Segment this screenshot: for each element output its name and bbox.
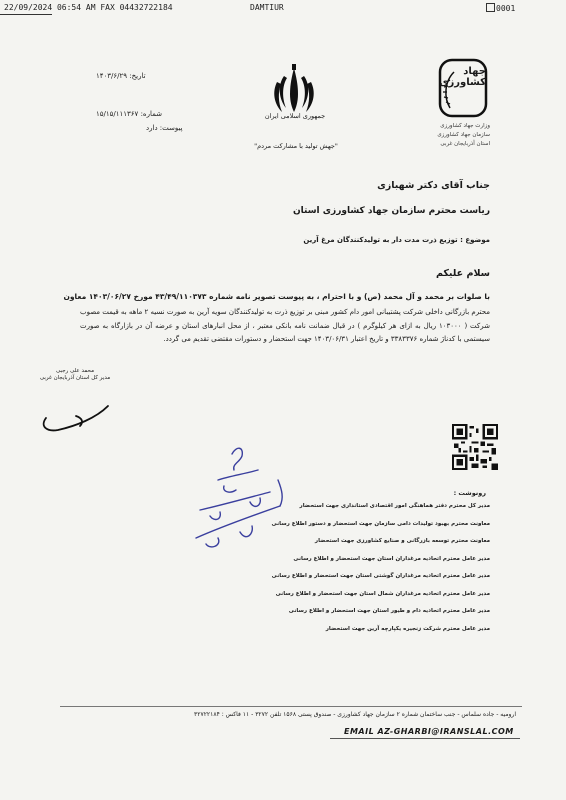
signer-block — [38, 368, 112, 382]
fax-station: DAMTIUR — [250, 3, 284, 12]
logo-sub-1: وزارت جهاد کشاورزی — [440, 123, 490, 129]
signature-icon — [36, 396, 116, 436]
cc-item: معاونت محترم توسعه بازرگانی و صنایع کشاورزی جهت استحضار — [314, 538, 490, 544]
footer-email: EMAIL AZ-GHARBI@IRANSLAL.COM — [344, 727, 514, 736]
footer-address: ارومیه - جاده سلماس - جنب ساختمان شماره ۲ سازمان جهاد کشاورزی - صندوق پستی ۱۵۶۸ تلفن ۳۲۷۲ - ۱۱ فاکس : ۳۲۷۲۲۱۸۴ — [194, 711, 516, 718]
logo-sub-2: سازمان جهاد کشاورزی — [437, 132, 490, 138]
letter-body: محترم بازرگانی داخلی شرکت پشتیبانی امور دام کشور مبنی بر توزیع ذرت به تولیدکنندگان سویه آرین به صورت نسیه ۲ ماهه به قیمت مصوب شرکت ( ۱۰۳۰۰۰ ریال به ازای هر کیلوگرم ) در قبال ضمانت نامه بانکی معتبر ، از محل انبارهای استان و عرضه آن در بازارگاه به صورت سیستمی با کدناژ شماره ۳۳۸۳۳۷۶ و تاریخ اعتبار ۱۴۰۳/۰۶/۳۱ جهت استحضار و دستورات مقتضی تقدیم می گردد. — [80, 308, 490, 344]
salawat-line: با صلوات بر محمد و آل محمد (ص) و با احترام ، به پیوست تصویر نامه شماره ۴۳/۴۹/۱۱۰۳۷۳ مورخ ۱۴۰۳/۰۶/۲۷ معاون — [63, 292, 490, 301]
qr-code-icon — [452, 424, 498, 470]
signer-title: مدیر کل استان آذربایجان غربی — [39, 375, 111, 381]
emblem-caption: جمهوری اسلامی ایران — [264, 112, 326, 120]
addressee-org: ریاست محترم سازمان جهاد کشاورزی استان — [292, 206, 490, 216]
cc-item: معاونت محترم بهبود تولیدات دامی سازمان جهت استحضار و دستور اطلاع رسانی — [271, 521, 490, 527]
signer-name: محمد علی رجبی — [55, 368, 95, 374]
footer-divider — [60, 706, 522, 707]
attachment-row — [146, 124, 183, 132]
cc-item: مدیر عامل محترم اتحادیه مرغداران شمال استان جهت استحضار و اطلاع رسانی — [275, 591, 490, 597]
addressee: جناب آقای دکتر شهبازی — [377, 180, 490, 191]
attachment-value: دارد — [146, 124, 158, 132]
logo-text: جهاد کشاورزی — [439, 66, 486, 88]
fax-page-number: 0001 — [486, 3, 515, 13]
slogan: "جهش تولید با مشارکت مردم" — [254, 142, 338, 150]
handwritten-note-icon — [170, 440, 320, 560]
jahad-logo — [430, 58, 494, 120]
cc-title: رونوشت : — [453, 489, 486, 497]
subject-line: موضوع : توزیع ذرت مدت دار به تولیدکنندگان مرغ آرین — [303, 236, 490, 244]
date-value: ۱۴۰۳/۶/۲۹ — [96, 72, 128, 80]
cc-item: مدیر عامل محترم اتحادیه دام و طیور استان جهت استحضار و اطلاع رسانی — [288, 608, 490, 614]
cc-item: مدیر عامل محترم شرکت زنجیره یکپارچه آرین جهت استحضار — [325, 626, 490, 632]
date-label: تاریخ: — [129, 72, 146, 80]
slogan-quote-icon: " — [334, 142, 338, 150]
cc-item: مدیر عامل محترم اتحادیه مرغداران گوشتی استان جهت استحضار و اطلاع رسانی — [271, 573, 490, 579]
page-icon — [486, 3, 495, 12]
number-label: شماره: — [140, 110, 163, 118]
fax-underline — [0, 14, 52, 15]
number-value: ۱۵/۱۵/۱۱۱۳۶۷ — [96, 110, 139, 118]
cc-item: مدیر عامل محترم اتحادیه مرغداران استان جهت استحضار و اطلاع رسانی — [293, 556, 490, 562]
attachment-label: پیوست: — [159, 124, 183, 132]
footer-email-underline — [330, 738, 520, 739]
cc-item: مدیر کل محترم دفتر هماهنگی امور اقتصادی استانداری جهت استحضار — [299, 503, 490, 509]
logo-sub-3: استان آذربایجان غربی — [440, 141, 490, 147]
fax-header-line: 22/09/2024 06:54 AM FAX 04432722184 — [4, 3, 173, 12]
number-row — [96, 110, 162, 118]
greeting: سلام علیکم — [435, 268, 490, 279]
date-row — [96, 72, 146, 80]
